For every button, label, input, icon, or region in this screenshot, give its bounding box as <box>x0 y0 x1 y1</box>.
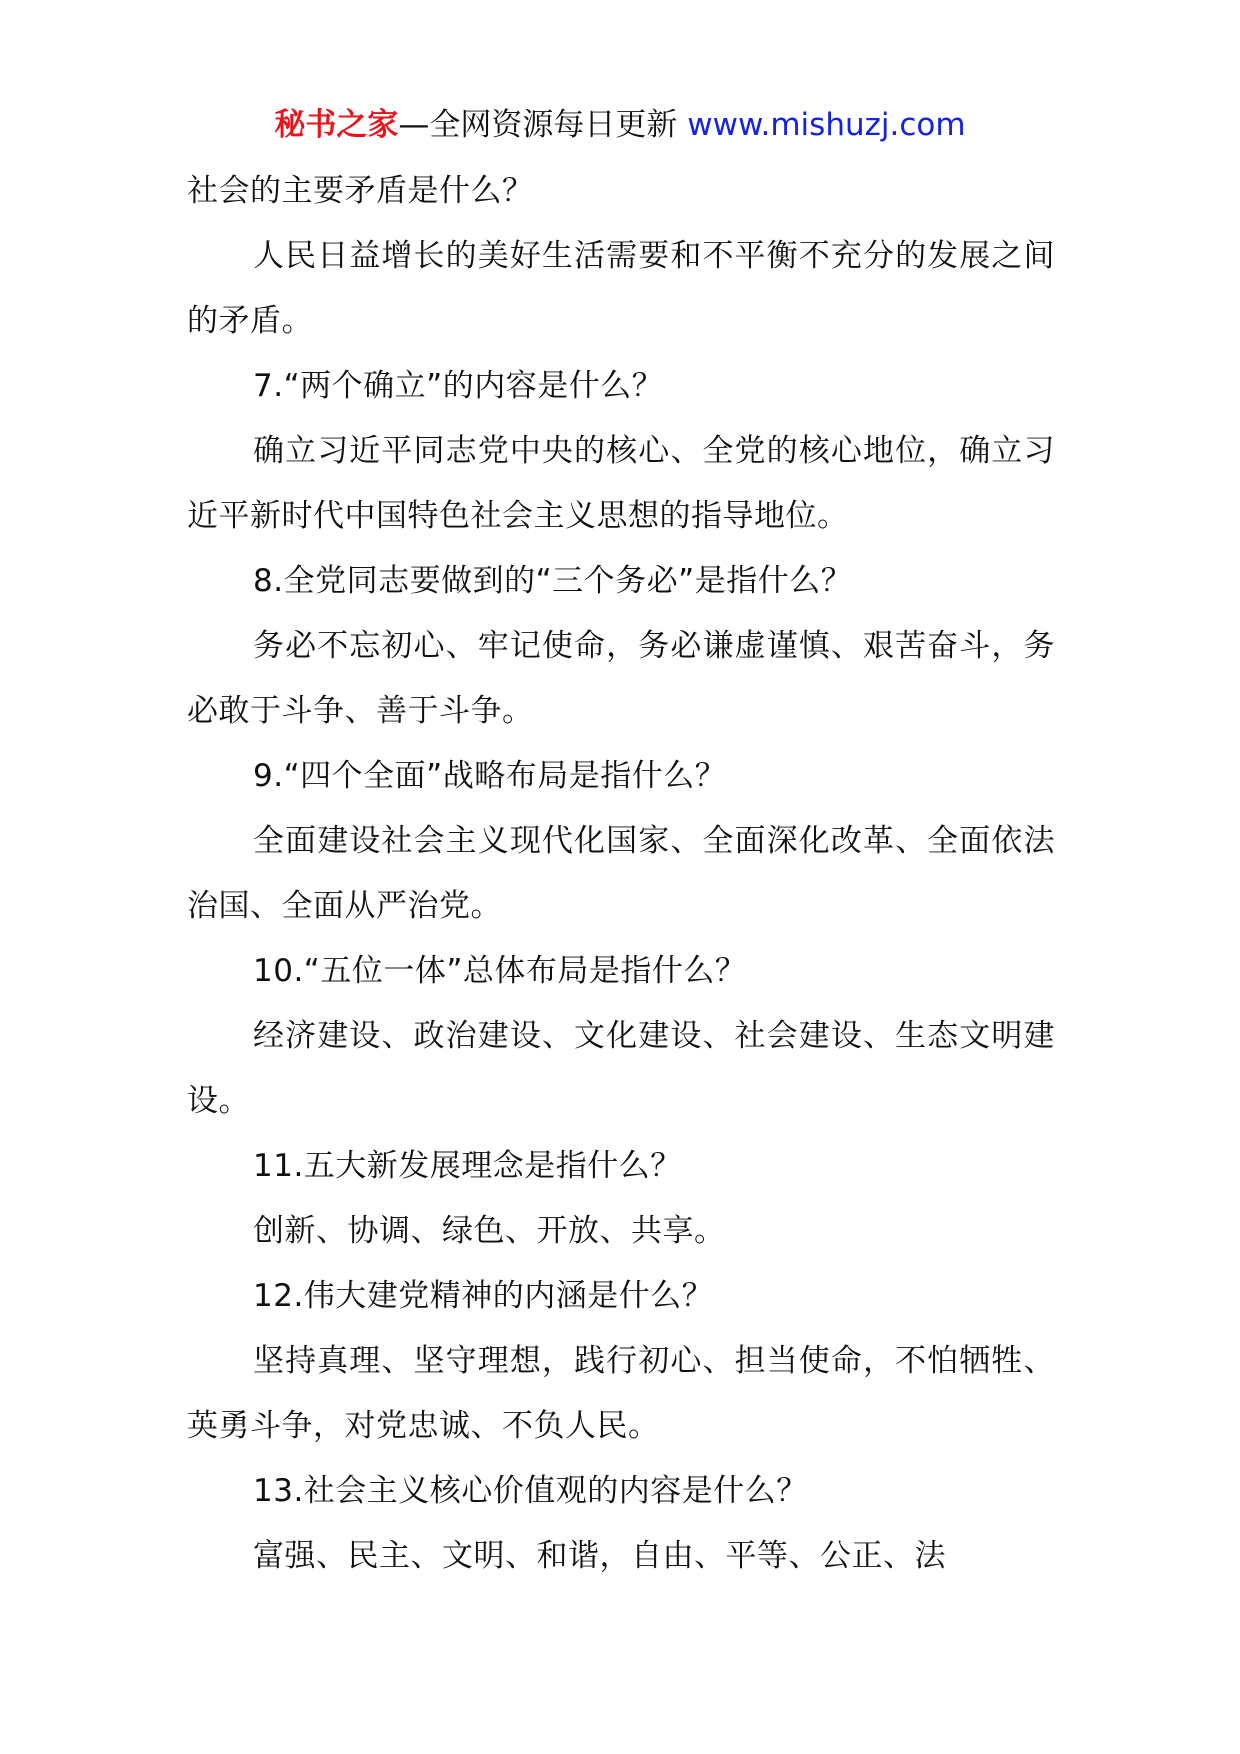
brand-name: 秘书之家 <box>274 107 399 143</box>
question-heading: 9.“四个全面”战略布局是指什么？ <box>253 758 727 794</box>
answer-paragraph: 务必不忘初心、牢记使命，务必谦虚谨慎、艰苦奋斗，务必敢于斗争、善于斗争。 <box>187 628 1055 729</box>
answer-paragraph: 人民日益增长的美好生活需要和不平衡不充分的发展之间的矛盾。 <box>187 238 1055 339</box>
answer-paragraph: 全面建设社会主义现代化国家、全面深化改革、全面依法治国、全面从严治党。 <box>187 823 1055 924</box>
answer-paragraph: 经济建设、政治建设、文化建设、社会建设、生态文明建设。 <box>187 1018 1055 1119</box>
question-heading: 11.五大新发展理念是指什么？ <box>253 1148 682 1184</box>
question-heading: 12.伟大建党精神的内涵是什么？ <box>253 1278 714 1314</box>
answer-paragraph: 确立习近平同志党中央的核心、全党的核心地位，确立习近平新时代中国特色社会主义思想的指导地位。 <box>187 433 1055 534</box>
continuation-line: 社会的主要矛盾是什么？ <box>187 173 534 209</box>
question-heading: 13.社会主义核心价值观的内容是什么？ <box>253 1473 808 1509</box>
site-url-link[interactable]: www.mishuzj.com <box>687 107 966 143</box>
answer-paragraph: 坚持真理、坚守理想，践行初心、担当使命，不怕牺牲、英勇斗争，对党忠诚、不负人民。 <box>187 1343 1055 1444</box>
header-tagline: —全网资源每日更新 <box>398 107 678 143</box>
question-heading: 10.“五位一体”总体布局是指什么？ <box>253 953 747 989</box>
page-header <box>0 103 1240 147</box>
document-body <box>187 159 1055 1589</box>
answer-paragraph: 富强、民主、文明、和谐，自由、平等、公正、法 <box>253 1538 946 1574</box>
question-heading: 8.全党同志要做到的“三个务必”是指什么？ <box>253 563 853 599</box>
answer-paragraph: 创新、协调、绿色、开放、共享。 <box>253 1213 726 1249</box>
question-heading: 7.“两个确立”的内容是什么？ <box>253 368 664 404</box>
